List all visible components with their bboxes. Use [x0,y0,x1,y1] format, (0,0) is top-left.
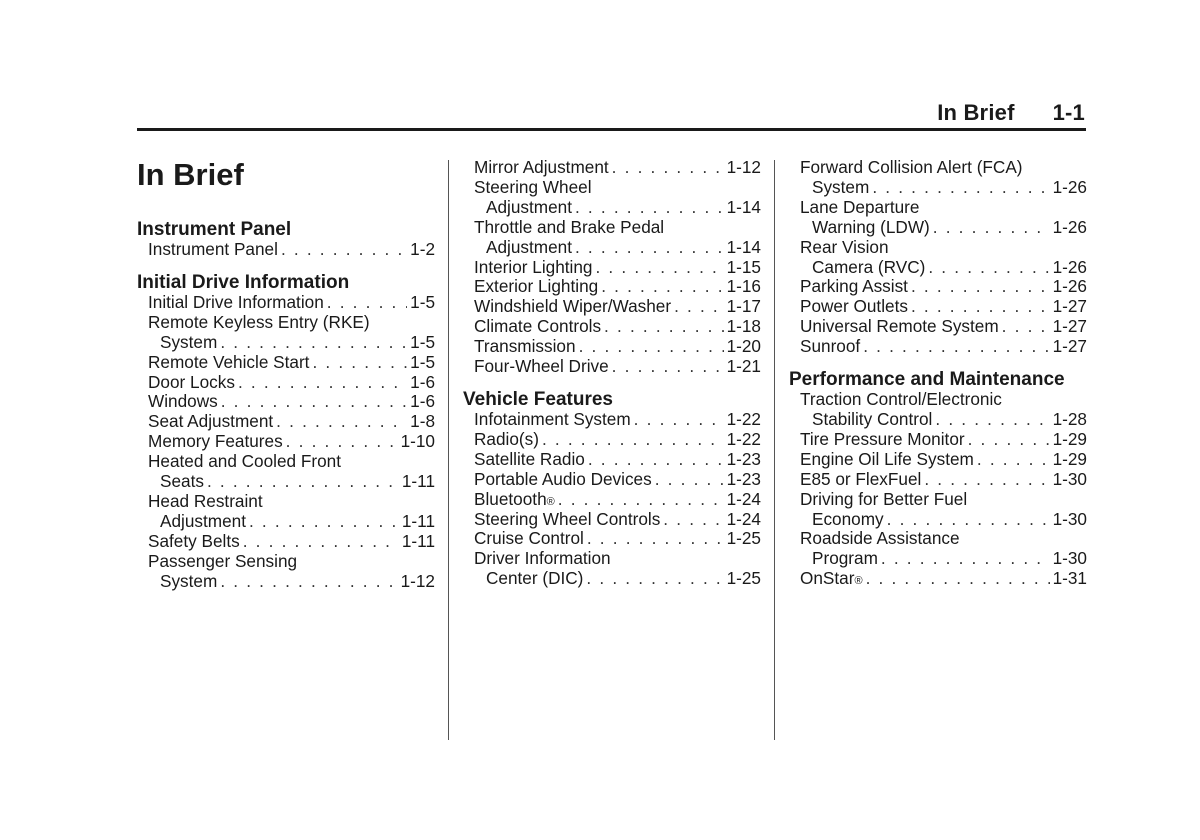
toc-entry-page: 1-14 [726,196,761,217]
toc-column-1 [137,158,435,592]
toc-entry[interactable] [789,158,1087,178]
toc-entry[interactable] [789,490,1087,510]
toc-entry-page: 1-22 [726,428,761,449]
toc-entry-text: Driving for Better Fuel [800,488,968,509]
leader-dots [542,430,724,450]
toc-entry-text: Stability Control [812,408,933,429]
toc-entry[interactable] [789,238,1087,258]
toc-entry-text: System [812,176,870,197]
toc-entry-text: Center (DIC) [486,568,584,589]
toc-entry-page: 1-27 [1052,296,1087,317]
leader-dots [276,412,407,432]
toc-entry[interactable] [463,470,761,490]
toc-entry-text: OnStar [800,568,855,589]
toc-entry-page: 1-15 [726,256,761,277]
section-heading: Instrument Panel [137,219,292,240]
leader-dots [928,258,1049,278]
leader-dots [866,569,1050,589]
toc-entry-text: Driver Information [474,548,611,569]
toc-entry[interactable] [463,410,761,430]
toc-entry-text: Adjustment [486,236,572,257]
header-title: In Brief [937,100,1015,125]
toc-entry[interactable] [463,549,761,569]
toc-entry-page: 1-28 [1052,408,1087,429]
toc-entry[interactable] [137,293,435,313]
toc-entry-text: Tire Pressure Monitor [800,428,965,449]
toc-entry[interactable] [137,412,435,432]
toc-entry[interactable] [789,198,1087,218]
toc-entry[interactable] [137,572,435,592]
toc-entry-text: Rear Vision [800,236,889,257]
toc-entry-page: 1-25 [726,568,761,589]
toc-entry[interactable] [137,552,435,572]
toc-entry[interactable] [463,337,761,357]
leader-dots [558,490,724,510]
toc-entry[interactable] [137,452,435,472]
leader-dots [575,198,724,218]
toc-entry-page: 1-24 [726,508,761,529]
toc-entry-page: 1-10 [400,431,435,452]
toc-entry-page: 1-26 [1052,276,1087,297]
toc-entry-text: Radio(s) [474,428,539,449]
toc-entry[interactable] [137,353,435,373]
toc-entry[interactable] [789,390,1087,410]
toc-entry[interactable] [463,258,761,278]
toc-entry[interactable] [789,430,1087,450]
toc-entry-text: Adjustment [160,510,246,531]
toc-entry[interactable] [137,492,435,512]
toc-entry[interactable] [789,470,1087,490]
leader-dots [612,158,724,178]
leader-dots [312,353,407,373]
toc-entry-page: 1-30 [1052,508,1087,529]
toc-entry[interactable] [463,158,761,178]
section-heading: Vehicle Features [463,388,613,410]
leader-dots [604,317,724,337]
header-rule [137,128,1086,131]
toc-entry-text: Exterior Lighting [474,276,599,297]
toc-entry-text: Four-Wheel Drive [474,356,609,377]
toc-entry[interactable] [463,218,761,238]
toc-entry[interactable] [463,317,761,337]
toc-entry[interactable] [137,432,435,452]
toc-entry[interactable] [789,529,1087,549]
toc-entry[interactable] [463,277,761,297]
toc-entry-page: 1-22 [726,408,761,429]
toc-entry-text: Sunroof [800,336,861,357]
toc-entry[interactable] [137,472,435,492]
toc-entry[interactable] [789,258,1087,278]
leader-dots [863,337,1049,357]
leader-dots [586,569,723,589]
toc-entry[interactable] [463,357,761,377]
toc-entry-page: 1-12 [400,570,435,591]
toc-entry-text: Remote Keyless Entry (RKE) [148,311,370,332]
toc-entry[interactable] [463,198,761,218]
toc-entry[interactable] [789,218,1087,238]
toc-entry-text: Climate Controls [474,316,602,337]
leader-dots [238,373,407,393]
toc-entry-page: 1-8 [410,411,435,432]
leader-dots [220,333,407,353]
toc-entry-text: System [160,570,218,591]
toc-entry-page: 1-12 [726,157,761,177]
toc-entry[interactable] [789,450,1087,470]
toc-entry-text: Economy [812,508,884,529]
toc-entry-text: Memory Features [148,431,283,452]
toc-entry-page: 1-30 [1052,468,1087,489]
toc-entry-text: Mirror Adjustment [474,157,609,177]
toc-entry-text: Interior Lighting [474,256,593,277]
toc-entry[interactable] [789,277,1087,297]
leader-dots [286,432,398,452]
toc-entry-text: System [160,331,218,352]
toc-entry-page: 1-5 [410,351,435,372]
toc-entry-text: Passenger Sensing [148,550,298,571]
toc-entry-page: 1-11 [401,510,435,531]
toc-entry-page: 1-2 [410,239,435,259]
toc-entry-page: 1-27 [1052,336,1087,357]
toc-entry-text: Seats [160,471,204,492]
toc-entry[interactable] [137,333,435,353]
toc-entry-page: 1-11 [401,471,435,492]
toc-entry-text: Camera (RVC) [812,256,926,277]
toc-entry-text: Throttle and Brake Pedal [474,216,665,237]
toc-entry[interactable] [137,532,435,552]
toc-entry-page: 1-21 [726,356,761,377]
toc-column-2 [463,158,761,589]
leader-dots [872,178,1049,198]
toc-entry-page: 1-25 [726,528,761,549]
toc-entry[interactable] [789,549,1087,569]
toc-entry[interactable] [789,317,1087,337]
toc-entry-text: Heated and Cooled Front [148,451,342,472]
leader-dots [924,470,1049,490]
toc-entry-text: E85 or FlexFuel [800,468,922,489]
leader-dots [887,510,1050,530]
toc-entry-page: 1-27 [1052,316,1087,337]
toc-entry-text: Warning (LDW) [812,216,930,237]
toc-column-3 [789,158,1087,589]
toc-entry[interactable] [463,510,761,530]
section-heading: Initial Drive Information [137,271,350,293]
toc-entry-page: 1-14 [726,236,761,257]
toc-entry-page: 1-29 [1052,428,1087,449]
leader-dots [977,450,1050,470]
toc-entry-page: 1-17 [726,296,761,317]
toc-entry[interactable] [463,297,761,317]
leader-dots [634,410,724,430]
toc-entry[interactable]: OnStar ® . . . 1-31 [789,569,1087,589]
toc-entry[interactable] [137,512,435,532]
toc-entry[interactable] [137,392,435,412]
toc-entry-text: Program [812,548,878,569]
toc-entry-page: 1-23 [726,448,761,469]
leader-dots [588,450,724,470]
leader-dots [207,472,399,492]
toc-entry-page: 1-23 [726,468,761,489]
toc-entry-page: 1-30 [1052,548,1087,569]
toc-entry-page: 1-6 [410,391,435,412]
toc-entry-page: 1-18 [726,316,761,337]
toc-entry[interactable] [137,313,435,333]
leader-dots [612,357,724,377]
toc-entry-page: 1-31 [1052,568,1087,589]
toc-entry-text: Steering Wheel Controls [474,508,661,529]
toc-entry[interactable] [137,373,435,393]
toc-entry-text: Infotainment System [474,408,631,429]
toc-entry-text: Parking Assist [800,276,908,297]
leader-dots [881,549,1050,569]
leader-dots [575,238,724,258]
toc-entry[interactable] [137,240,435,260]
toc-entry-text: Engine Oil Life System [800,448,974,469]
toc-entry[interactable] [463,430,761,450]
leader-dots [220,572,397,592]
toc-entry-text: Transmission [474,336,576,357]
toc-entry-text: Steering Wheel [474,176,592,197]
toc-entry-text: Portable Audio Devices [474,468,652,489]
toc-entry-page: 1-20 [726,336,761,357]
toc-entry-text: Roadside Assistance [800,528,960,549]
toc-entry[interactable] [463,569,761,589]
leader-dots [655,470,724,490]
toc-entry-text: Traction Control/Electronic [800,389,1002,410]
leader-dots [935,410,1049,430]
toc-entry-text: Power Outlets [800,296,908,317]
toc-entry[interactable] [789,510,1087,530]
toc-entry-text: Safety Belts [148,530,240,551]
leader-dots [968,430,1050,450]
leader-dots [243,532,399,552]
leader-dots [911,297,1050,317]
toc-entry-page: 1-5 [410,291,435,312]
leader-dots [933,218,1050,238]
toc-entry[interactable]: Bluetooth ® . . . 1-24 [463,490,761,510]
leader-dots [674,297,724,317]
leader-dots [327,293,407,313]
leader-dots [281,240,407,260]
leader-dots [595,258,723,278]
column-divider [774,160,775,740]
toc-entry-page: 1-5 [410,331,435,352]
toc-entry-page: 1-26 [1052,256,1087,277]
toc-entry-text: Cruise Control [474,528,584,549]
toc-entry[interactable] [789,178,1087,198]
toc-entry-text: Forward Collision Alert (FCA) [800,157,1023,177]
running-header [937,100,1085,126]
leader-dots [911,277,1050,297]
toc-entry-page: 1-24 [726,488,761,509]
leader-dots [249,512,399,532]
toc-entry-text: Seat Adjustment [148,411,274,432]
toc-entry[interactable] [463,178,761,198]
toc-entry-text: Bluetooth [474,488,547,509]
toc-entry[interactable] [463,238,761,258]
column-divider [448,160,449,740]
toc-entry-text: Universal Remote System [800,316,999,337]
toc-entry-page: 1-26 [1052,176,1087,197]
toc-entry-page: 1-6 [410,371,435,392]
toc-entry-text: Windows [148,391,218,412]
leader-dots [663,510,723,530]
toc-entry-page: 1-11 [401,530,435,551]
toc-entry-text: Instrument Panel [148,239,278,259]
toc-entry-text: Remote Vehicle Start [148,351,310,372]
chapter-title: In Brief [137,157,244,192]
header-page-number: 1-1 [1052,100,1085,125]
toc-entry-page: 1-26 [1052,216,1087,237]
toc-entry-text: Door Locks [148,371,235,392]
toc-entry[interactable] [789,297,1087,317]
toc-entry-page: 1-29 [1052,448,1087,469]
toc-entry-text: Lane Departure [800,196,920,217]
toc-entry[interactable] [789,337,1087,357]
toc-entry-text: Initial Drive Information [148,291,324,312]
toc-entry-text: Satellite Radio [474,448,585,469]
toc-entry[interactable] [463,529,761,549]
toc-entry-text: Adjustment [486,196,572,217]
toc-entry[interactable] [789,410,1087,430]
leader-dots [221,392,407,412]
toc-entry-page: 1-16 [726,276,761,297]
toc-entry-text: Head Restraint [148,490,263,511]
toc-entry[interactable] [463,450,761,470]
section-heading: Performance and Maintenance [789,369,1065,391]
leader-dots [1002,317,1050,337]
leader-dots [587,529,724,549]
leader-dots [601,277,723,297]
toc-entry-text: Windshield Wiper/Washer [474,296,672,317]
leader-dots [579,337,724,357]
